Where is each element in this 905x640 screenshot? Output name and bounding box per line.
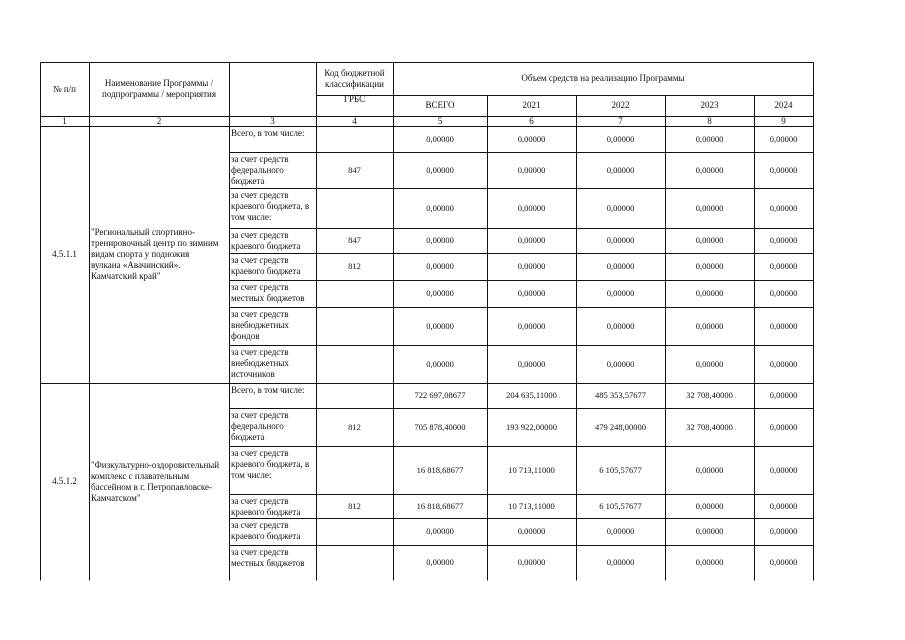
column-index-5: 5 <box>437 116 443 126</box>
row-y2023-value: 0,00000 <box>695 500 724 511</box>
row-y2021-value: 0,00000 <box>517 358 546 369</box>
row-y2024-value: 0,00000 <box>769 133 798 144</box>
header-total: ВСЕГО <box>425 100 455 110</box>
row-y2024-value: 0,00000 <box>769 557 798 567</box>
row-y2021-value: 0,00000 <box>517 526 546 536</box>
header-code-group: Код бюджетной классификации <box>324 67 385 89</box>
row-y2024-value: 0,00000 <box>769 288 798 298</box>
row-total-value: 0,00000 <box>426 526 454 536</box>
row-grbs-value: 812 <box>348 261 361 271</box>
header-year-2021: 2021 <box>522 100 541 110</box>
row-y2023-value: 32 708,40000 <box>686 421 733 432</box>
row-y2024-value: 0,00000 <box>769 261 798 271</box>
row-y2021-value: 204 635,11000 <box>506 390 557 400</box>
column-index-2: 2 <box>156 116 162 126</box>
row-funding-source: за счет средств местных бюджетов <box>231 282 305 303</box>
row-y2021-value: 0,00000 <box>517 261 546 271</box>
row-y2024-value: 0,00000 <box>769 464 798 475</box>
group-number: 4.5.1.1 <box>52 249 77 259</box>
row-y2022-value: 0,00000 <box>606 288 635 298</box>
column-index-6: 6 <box>529 116 534 126</box>
header-num: № п/п <box>53 83 76 94</box>
row-grbs-value <box>316 518 393 545</box>
row-y2022-value: 6 105,57677 <box>599 500 642 511</box>
row-grbs-value <box>316 345 393 383</box>
row-grbs-value <box>316 126 393 152</box>
header-year-2024: 2024 <box>774 100 793 110</box>
column-index-3: 3 <box>270 116 275 126</box>
row-y2021-value: 10 713,11000 <box>508 464 555 475</box>
row-y2022-value: 0,00000 <box>606 202 635 213</box>
row-y2021-value: 0,00000 <box>517 288 546 298</box>
row-y2022-value: 0,00000 <box>606 261 635 271</box>
row-total-value: 0,00000 <box>426 261 454 271</box>
row-funding-source: за счет средств краевого бюджета, в том числе: <box>231 448 310 480</box>
row-y2023-value: 0,00000 <box>695 261 724 271</box>
row-grbs-value: 847 <box>348 164 361 175</box>
row-y2021-value: 193 922,00000 <box>506 421 557 432</box>
row-y2023-value: 32 708,40000 <box>686 390 733 400</box>
row-y2024-value: 0,00000 <box>769 320 798 331</box>
header-year-2022: 2022 <box>611 100 630 110</box>
row-y2021-value: 10 713,11000 <box>508 500 555 511</box>
row-funding-source: Всего, в том числе: <box>231 128 305 138</box>
group-name: "Физкультурно-оздоровительный комплекс с плавательным бассейном в г. Петропавловске- Камчатском" <box>91 459 220 503</box>
column-index-1: 1 <box>62 116 67 126</box>
row-total-value: 0,00000 <box>426 320 454 331</box>
row-funding-source: за счет средств краевого бюджета <box>231 496 301 517</box>
row-y2023-value: 0,00000 <box>695 288 724 298</box>
row-y2022-value: 0,00000 <box>606 235 635 245</box>
row-grbs-value: 847 <box>348 235 361 245</box>
row-grbs-value <box>316 383 393 408</box>
header-grbs: ГРБС <box>343 93 366 104</box>
row-y2024-value: 0,00000 <box>769 358 798 369</box>
row-funding-source: за счет средств краевого бюджета, в том числе: <box>231 190 310 222</box>
row-y2024-value: 0,00000 <box>769 164 798 175</box>
row-total-value: 16 818,68677 <box>416 464 464 475</box>
row-funding-source: за счет средств внебюджетных источников <box>231 347 289 379</box>
header-name: Наименование Программы / подпрограммы / мероприятия <box>102 78 216 99</box>
column-index-9: 9 <box>781 116 786 126</box>
row-y2024-value: 0,00000 <box>769 235 798 245</box>
row-total-value: 0,00000 <box>426 288 454 298</box>
column-index-7: 7 <box>618 116 623 126</box>
row-grbs-value <box>316 446 393 494</box>
row-y2021-value: 0,00000 <box>517 202 546 213</box>
row-funding-source: за счет средств краевого бюджета <box>231 520 301 541</box>
group-number: 4.5.1.2 <box>52 476 77 486</box>
row-y2023-value: 0,00000 <box>695 202 724 213</box>
row-y2024-value: 0,00000 <box>769 390 798 400</box>
row-grbs-value <box>316 280 393 307</box>
row-funding-source: за счет средств краевого бюджета <box>231 230 301 251</box>
row-grbs-value <box>316 307 393 345</box>
row-total-value: 722 697,08677 <box>414 390 466 400</box>
header-year-2023: 2023 <box>700 100 719 110</box>
row-total-value: 0,00000 <box>426 557 454 567</box>
row-y2022-value: 479 248,00000 <box>595 421 646 432</box>
row-y2022-value: 485 353,57677 <box>595 390 646 400</box>
row-y2022-value: 0,00000 <box>606 133 635 144</box>
row-funding-source: за счет средств федерального бюджета <box>231 154 289 186</box>
row-y2023-value: 0,00000 <box>695 358 724 369</box>
row-grbs-value <box>316 545 393 580</box>
row-y2023-value: 0,00000 <box>695 133 724 144</box>
row-y2023-value: 0,00000 <box>695 464 724 475</box>
row-y2021-value: 0,00000 <box>517 320 546 331</box>
row-funding-source: за счет средств местных бюджетов <box>231 547 305 568</box>
row-y2022-value: 6 105,57677 <box>599 464 642 475</box>
row-y2022-value: 0,00000 <box>606 557 635 567</box>
row-y2023-value: 0,00000 <box>695 320 724 331</box>
row-y2022-value: 0,00000 <box>606 526 635 536</box>
group-name: "Региональный спортивно- тренировочный центр по зимним видам спорта у подножия вулкана «Авачинский». Камчатский край" <box>91 227 219 281</box>
row-funding-source: за счет средств федерального бюджета <box>231 410 289 442</box>
header-volume-group: Объем средств на реализацию Программы <box>521 73 685 83</box>
row-total-value: 0,00000 <box>426 235 454 245</box>
row-funding-source: за счет средств краевого бюджета <box>231 255 301 276</box>
row-y2024-value: 0,00000 <box>769 500 798 511</box>
row-y2023-value: 0,00000 <box>695 235 724 245</box>
row-total-value: 16 818,68677 <box>416 500 464 511</box>
row-grbs-value <box>316 188 393 228</box>
row-y2024-value: 0,00000 <box>769 421 798 432</box>
row-y2023-value: 0,00000 <box>695 557 724 567</box>
row-y2021-value: 0,00000 <box>517 133 546 144</box>
row-total-value: 0,00000 <box>426 202 454 213</box>
row-total-value: 0,00000 <box>426 164 454 175</box>
row-y2022-value: 0,00000 <box>606 358 635 369</box>
column-index-4: 4 <box>352 116 357 126</box>
row-y2022-value: 0,00000 <box>606 320 635 331</box>
row-total-value: 0,00000 <box>426 358 454 369</box>
row-y2021-value: 0,00000 <box>517 557 546 567</box>
row-y2022-value: 0,00000 <box>606 164 635 175</box>
row-y2021-value: 0,00000 <box>517 235 546 245</box>
column-index-8: 8 <box>707 116 712 126</box>
row-total-value: 0,00000 <box>426 133 454 144</box>
row-total-value: 705 878,40000 <box>414 421 466 432</box>
row-y2024-value: 0,00000 <box>769 202 798 213</box>
row-y2021-value: 0,00000 <box>517 164 546 175</box>
row-y2023-value: 0,00000 <box>695 164 724 175</box>
row-y2024-value: 0,00000 <box>769 526 798 536</box>
row-funding-source: за счет средств внебюджетных фондов <box>231 309 289 341</box>
row-y2023-value: 0,00000 <box>695 526 724 536</box>
row-grbs-value: 812 <box>348 500 361 511</box>
row-grbs-value: 812 <box>348 421 361 432</box>
row-funding-source: Всего, в том числе: <box>231 385 305 395</box>
